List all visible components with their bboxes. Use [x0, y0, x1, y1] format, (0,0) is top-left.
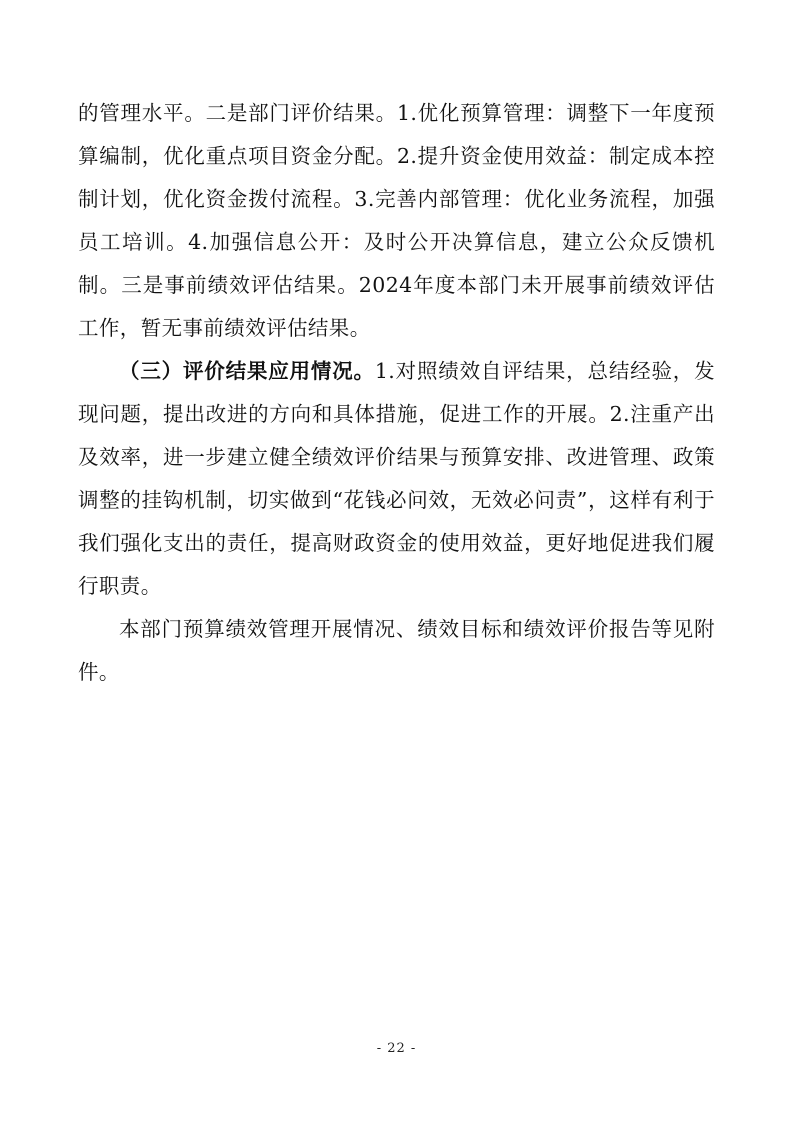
document-body [78, 92, 715, 694]
paragraph-evaluation-results [78, 92, 715, 350]
paragraph-text: 本部门预算绩效管理开展情况、绩效目标和绩效评价报告等见附件。 [78, 617, 715, 684]
page-number: - 22 - [376, 1041, 417, 1056]
section-heading: （三）评价结果应用情况。 [119, 359, 375, 383]
paragraph-text: 的管理水平。二是部门评价结果。1.优化预算管理：调整下一年度预算编制，优化重点项目资金分配。2.提升资金使用效益：制定成本控制计划，优化资金拨付流程。3.完善内部管理：优化业务流程，加强员工培训。4.加强信息公开：及时公开决算信息，建立公众反馈机制。三是事前绩效评估结果。2024年度本部门未开展事前绩效评估工作，暂无事前绩效评估结果。 [78, 101, 715, 340]
paragraph-attachment-note [78, 608, 715, 694]
paragraph-result-application [78, 350, 715, 608]
paragraph-text: 1.对照绩效自评结果，总结经验，发现问题，提出改进的方向和具体措施，促进工作的开展。2.注重产出及效率，进一步建立健全绩效评价结果与预算安排、改进管理、政策调整的挂钩机制，切实做到“花钱必问效，无效必问责”，这样有利于我们强化支出的责任，提高财政资金的使用效益，更好地促进我们履行职责。 [78, 359, 715, 598]
